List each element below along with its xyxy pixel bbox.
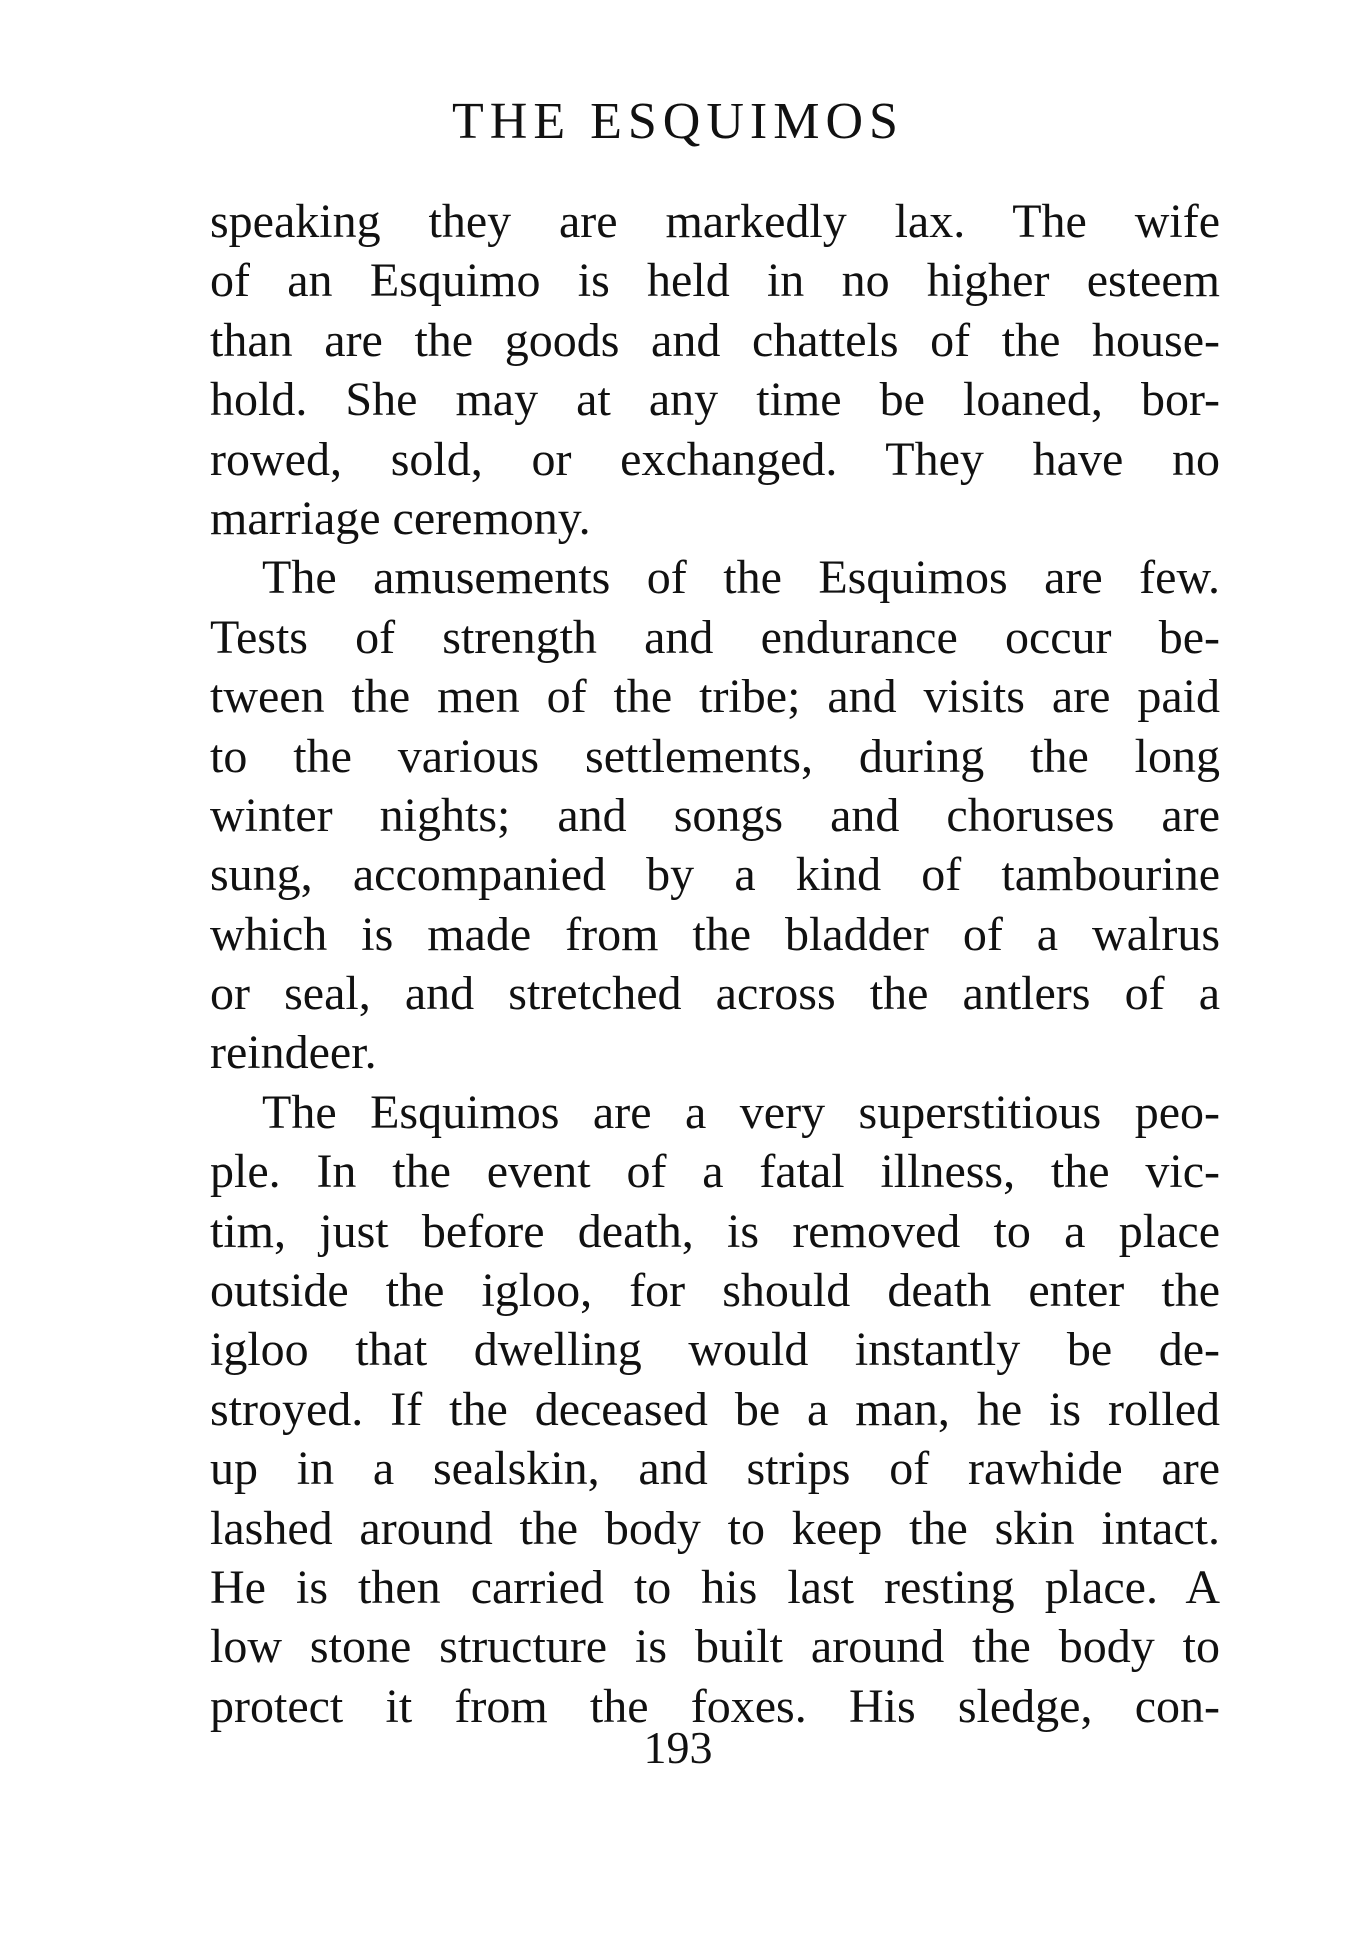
text-line: tim, just before death, is removed to a place	[210, 1204, 1220, 1258]
text-line: stroyed. If the deceased be a man, he is rolled	[210, 1382, 1220, 1436]
page-number: 193	[643, 1722, 713, 1773]
text-line: than are the goods and chattels of the house-	[210, 313, 1220, 367]
text-line: He is then carried to his last resting place. A	[210, 1560, 1220, 1614]
text-line: which is made from the bladder of a walrus	[210, 907, 1220, 961]
text-line: ple. In the event of a fatal illness, the vic-	[210, 1145, 1220, 1199]
text-line: rowed, sold, or exchanged. They have no	[210, 432, 1220, 486]
text-line: sung, accompanied by a kind of tambourine	[210, 848, 1220, 902]
text-line: tween the men of the tribe; and visits are paid	[210, 670, 1220, 724]
text-line: to the various settlements, during the long	[210, 729, 1220, 783]
text-line: The amusements of the Esquimos are few.	[262, 551, 1220, 605]
text-line: up in a sealskin, and strips of rawhide are	[210, 1442, 1220, 1496]
text-line: speaking they are markedly lax. The wife	[210, 195, 1220, 248]
text-line: hold. She may at any time be loaned, bor-	[210, 373, 1220, 427]
text-line: Tests of strength and endurance occur be-	[210, 610, 1220, 664]
text-line: marriage ceremony.	[210, 491, 591, 545]
text-line: lashed around the body to keep the skin intact.	[210, 1501, 1220, 1555]
text-line: low stone structure is built around the body to	[210, 1620, 1220, 1674]
text-line: protect it from the foxes. His sledge, con-	[210, 1679, 1220, 1733]
text-line: winter nights; and songs and choruses are	[210, 788, 1220, 842]
body-text	[210, 192, 1220, 1736]
running-title: THE ESQUIMOS	[452, 93, 904, 150]
text-line: igloo that dwelling would instantly be de-	[210, 1323, 1220, 1377]
text-line: of an Esquimo is held in no higher esteem	[210, 254, 1220, 308]
text-line: outside the igloo, for should death enter the	[210, 1264, 1220, 1318]
text-line: The Esquimos are a very superstitious peo-	[262, 1085, 1220, 1139]
text-line: or seal, and stretched across the antlers of a	[210, 967, 1220, 1021]
text-line: reindeer.	[210, 1026, 377, 1080]
